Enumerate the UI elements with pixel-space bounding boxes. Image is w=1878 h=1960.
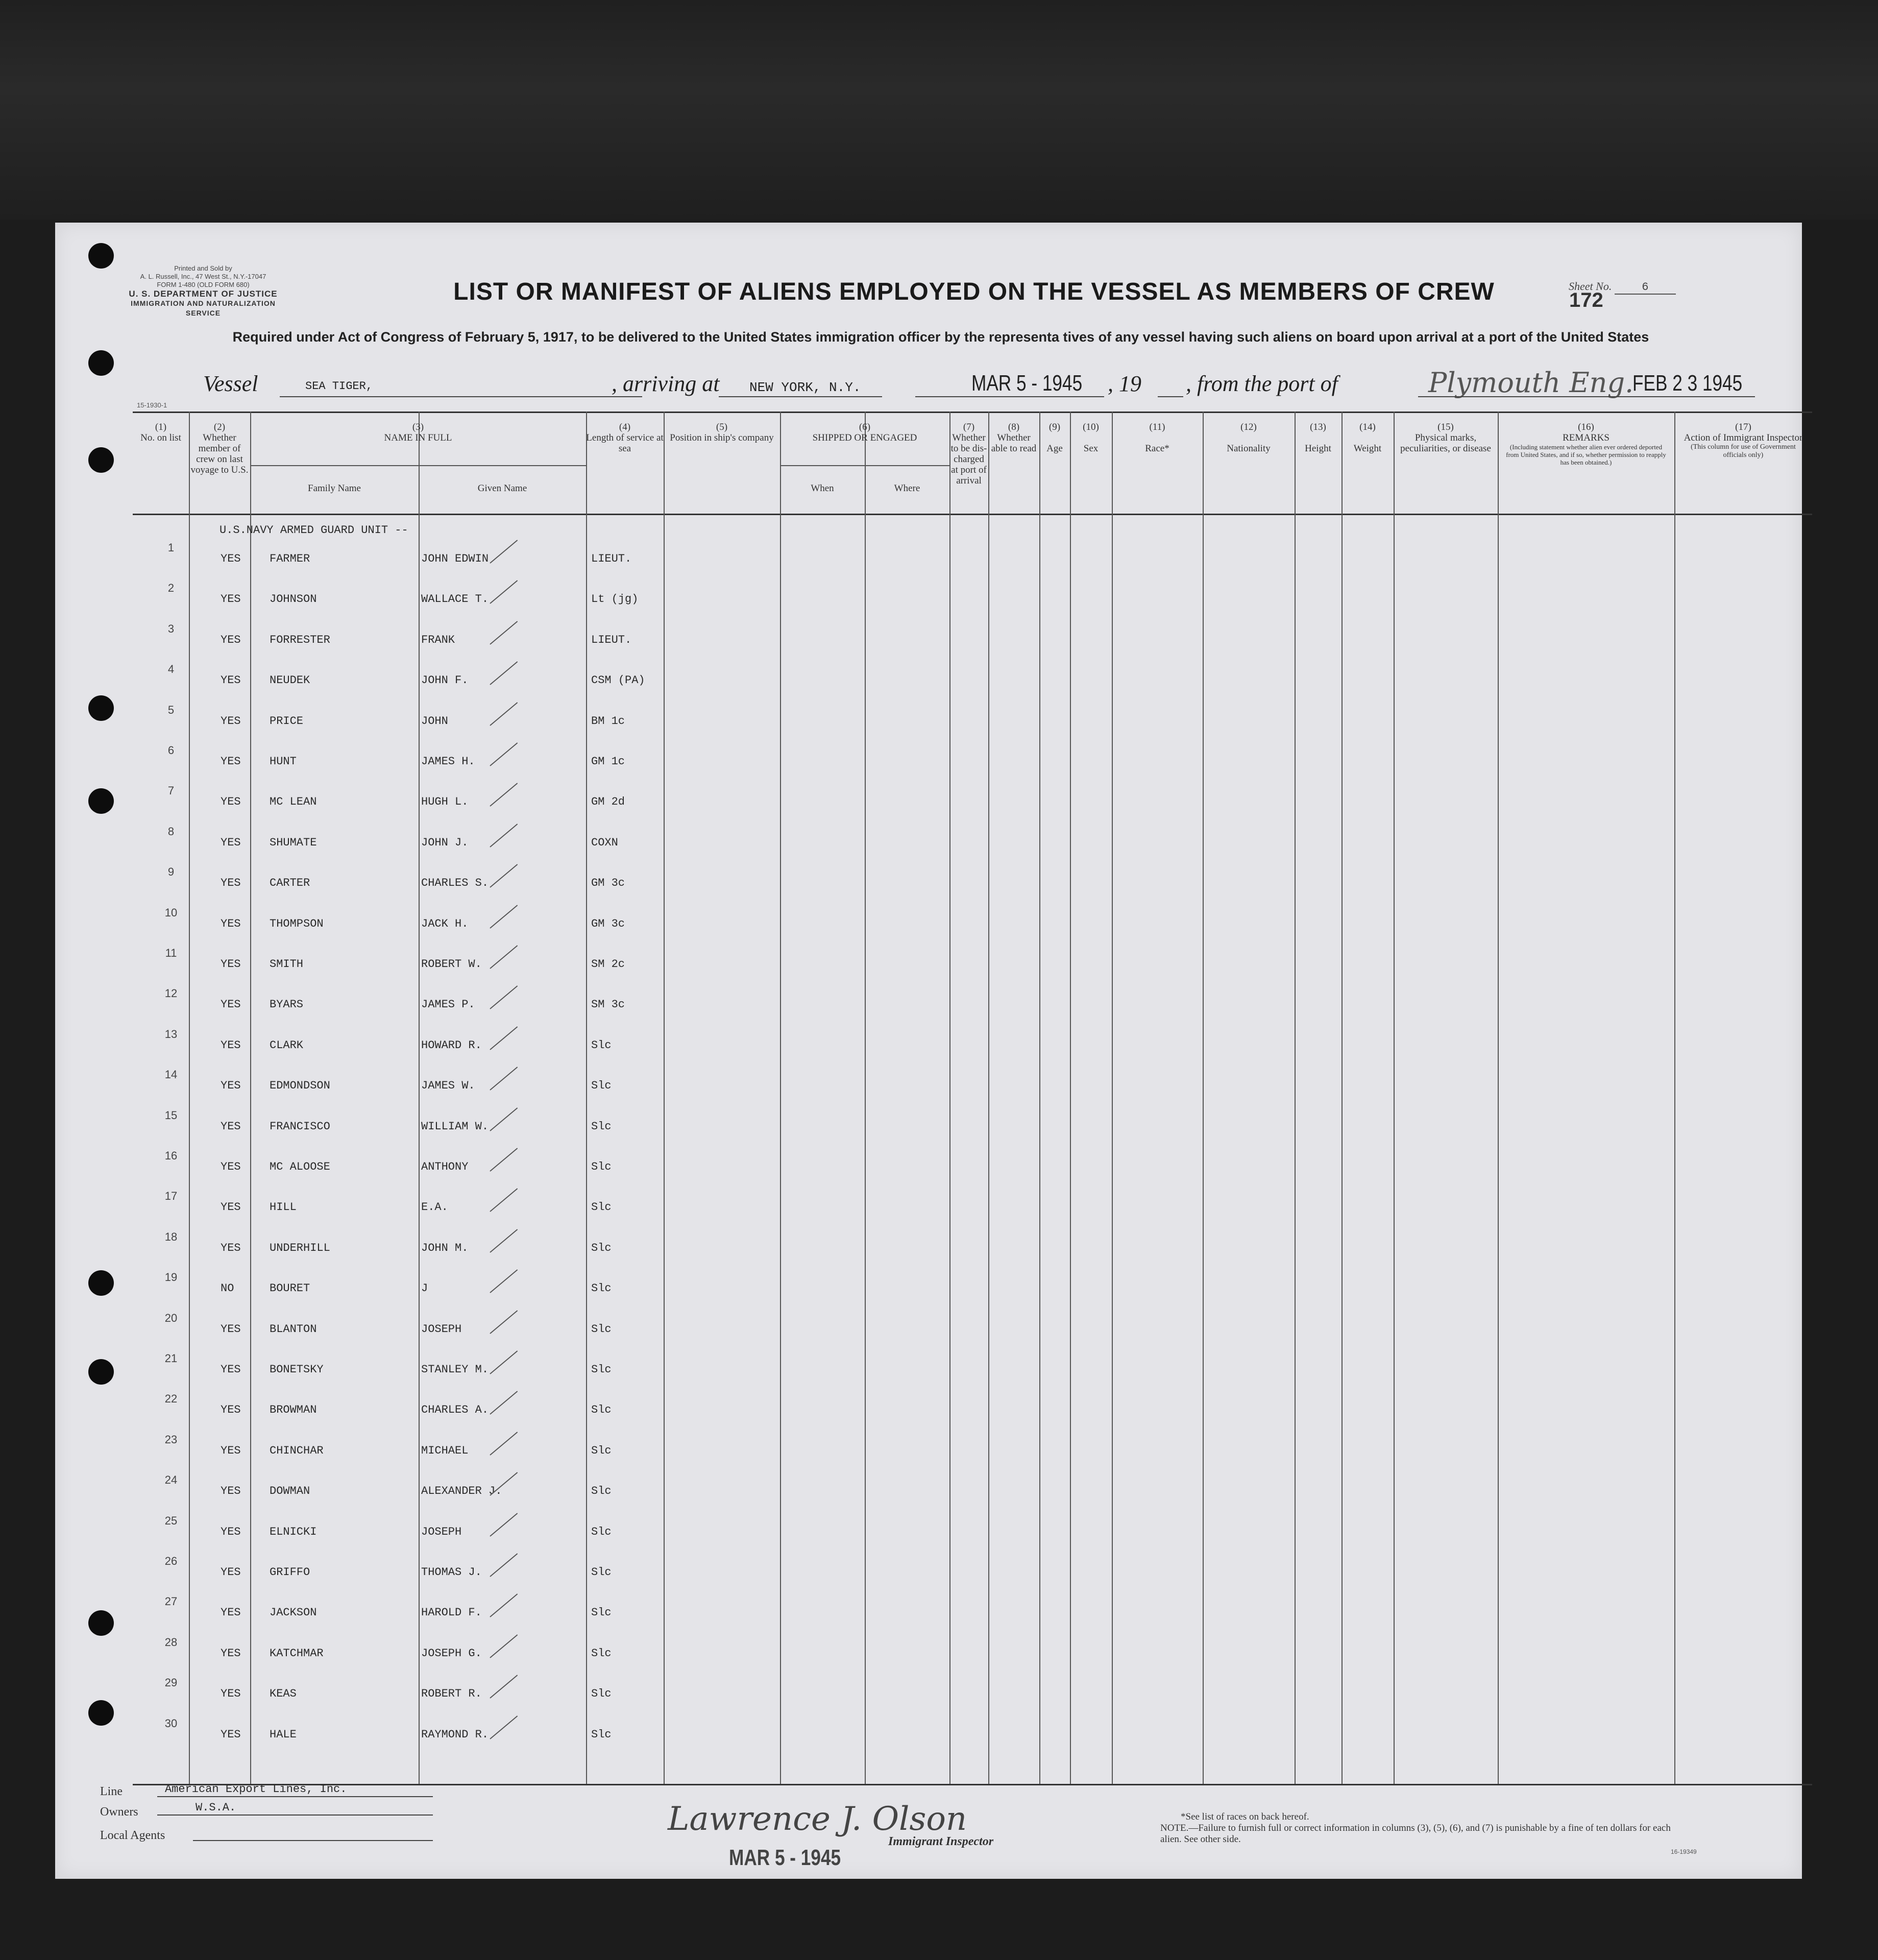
row-number: 20 xyxy=(164,1312,178,1324)
previous-voyage: YES xyxy=(221,1363,241,1376)
given-name: HAROLD F. xyxy=(421,1606,482,1619)
length-of-service: GM 3c xyxy=(591,877,625,889)
col-nationality-header: (12) Nationality xyxy=(1227,422,1271,454)
family-name: CLARK xyxy=(270,1039,304,1052)
given-name: ANTHONY xyxy=(421,1160,469,1173)
check-mark xyxy=(490,1432,518,1456)
row-number: 8 xyxy=(167,825,175,838)
check-mark xyxy=(490,864,518,888)
col-remarks-header: (16) REMARKS (Including statement whether alien ever ordered deported from United States, and if so, whether permission to reapply has been obtained.) xyxy=(1506,422,1666,466)
length-of-service: Slc xyxy=(591,1444,612,1457)
voyage-line xyxy=(203,367,1755,401)
punch-hole xyxy=(88,447,114,473)
check-mark xyxy=(490,1148,518,1172)
stamp-number: 172 xyxy=(1569,289,1603,311)
check-mark xyxy=(490,580,518,604)
year-prefix: , 19 xyxy=(1108,371,1141,396)
given-name: CHARLES S. xyxy=(421,877,489,889)
family-name: BLANTON xyxy=(270,1323,317,1336)
length-of-service: Slc xyxy=(591,1606,612,1619)
family-name: THOMPSON xyxy=(270,917,324,930)
row-number: 25 xyxy=(164,1514,178,1527)
previous-voyage: YES xyxy=(221,1687,241,1700)
given-name: ALEXANDER J. xyxy=(421,1485,502,1497)
length-of-service: Slc xyxy=(591,1160,612,1173)
page-title: LIST OR MANIFEST OF ALIENS EMPLOYED ON THE VESSEL AS MEMBERS OF CREW xyxy=(453,278,1495,305)
owners-value: W.S.A. xyxy=(196,1801,236,1814)
previous-voyage: YES xyxy=(221,1039,241,1052)
previous-voyage: YES xyxy=(221,1201,241,1214)
family-name: ELNICKI xyxy=(270,1526,317,1538)
arriving-port: NEW YORK, N.Y. xyxy=(749,380,861,395)
row-number: 30 xyxy=(164,1717,178,1730)
given-name: THOMAS J. xyxy=(421,1566,482,1579)
family-name: DOWMAN xyxy=(270,1485,310,1497)
col-discharge-header: (7) Whether to be dis-charged at port of arrival xyxy=(950,422,987,486)
check-mark xyxy=(490,1067,518,1091)
printer-line: A. L. Russell, Inc., 47 West St., N.Y.-17047 xyxy=(140,273,266,280)
row-number: 26 xyxy=(164,1555,178,1567)
previous-voyage: YES xyxy=(221,1120,241,1133)
check-mark xyxy=(490,540,518,564)
previous-voyage: YES xyxy=(221,674,241,687)
row-number: 16 xyxy=(164,1149,178,1162)
family-name: FARMER xyxy=(270,552,310,565)
check-mark xyxy=(490,824,518,848)
note-code: 16-19349 xyxy=(1671,1848,1697,1855)
given-name: ROBERT W. xyxy=(421,958,482,971)
length-of-service: BM 1c xyxy=(591,715,625,728)
length-of-service: Slc xyxy=(591,1363,612,1376)
given-name: WALLACE T. xyxy=(421,593,489,606)
row-number: 23 xyxy=(164,1433,178,1446)
family-name: NEUDEK xyxy=(270,674,310,687)
check-mark xyxy=(490,661,518,685)
given-name: JOHN F. xyxy=(421,674,469,687)
line-value: American Export Lines, Inc. xyxy=(165,1783,347,1796)
punch-hole xyxy=(88,1270,114,1296)
punch-hole xyxy=(88,350,114,376)
col-shipped-header: (6) SHIPPED OR ENGAGED xyxy=(812,422,917,443)
length-of-service: LIEUT. xyxy=(591,634,632,646)
length-of-service: Slc xyxy=(591,1120,612,1133)
family-name: BROWMAN xyxy=(270,1404,317,1416)
row-number: 9 xyxy=(167,865,175,878)
row-number: 17 xyxy=(164,1190,178,1202)
previous-voyage: YES xyxy=(221,593,241,606)
check-mark xyxy=(490,1634,518,1658)
given-name: JAMES H. xyxy=(421,755,475,768)
given-name: JOSEPH G. xyxy=(421,1647,482,1660)
row-number: 5 xyxy=(167,704,175,716)
family-name: GRIFFO xyxy=(270,1566,310,1579)
col-physical-header: (15) Physical marks, peculiarities, or disease xyxy=(1400,422,1491,454)
row-number: 24 xyxy=(164,1473,178,1486)
check-mark xyxy=(490,905,518,929)
previous-voyage: YES xyxy=(221,1728,241,1741)
family-name: HALE xyxy=(270,1728,297,1741)
check-mark xyxy=(490,702,518,726)
form-code: 15-1930-1 xyxy=(137,401,167,409)
length-of-service: Lt (jg) xyxy=(591,593,639,606)
check-mark xyxy=(490,1553,518,1577)
given-name: JOHN EDWIN xyxy=(421,552,489,565)
col-no-header: (1) No. on list xyxy=(140,422,181,443)
vessel-label: Vessel xyxy=(203,371,258,396)
family-name: SMITH xyxy=(270,958,304,971)
row-number: 1 xyxy=(167,541,175,554)
length-of-service: Slc xyxy=(591,1647,612,1660)
length-of-service: CSM (PA) xyxy=(591,674,645,687)
sheet-label: Sheet No. xyxy=(1569,280,1612,293)
family-name: BOURET xyxy=(270,1282,310,1295)
family-name: MC ALOOSE xyxy=(270,1160,330,1173)
given-name: JACK H. xyxy=(421,917,469,930)
races-note: *See list of races on back hereof. xyxy=(1181,1811,1309,1822)
previous-voyage: YES xyxy=(221,795,241,808)
length-of-service: Slc xyxy=(591,1526,612,1538)
row-number: 18 xyxy=(164,1230,178,1243)
printer-line: FORM 1-480 (OLD FORM 680) xyxy=(157,281,250,288)
family-name: BONETSKY xyxy=(270,1363,324,1376)
service-name: IMMIGRATION AND NATURALIZATION SERVICE xyxy=(131,299,276,317)
punch-hole xyxy=(88,1700,114,1726)
col-when-header: When xyxy=(811,483,834,494)
previous-voyage: YES xyxy=(221,958,241,971)
signature-date-stamp: MAR 5 - 1945 xyxy=(729,1845,841,1870)
given-name: JOHN M. xyxy=(421,1242,469,1254)
previous-voyage: YES xyxy=(221,1526,241,1538)
arriving-label: , arriving at xyxy=(612,371,720,396)
family-name: MC LEAN xyxy=(270,795,317,808)
length-of-service: Slc xyxy=(591,1242,612,1254)
previous-voyage: YES xyxy=(221,1160,241,1173)
col-service-header: (4) Length of service at sea xyxy=(586,422,664,454)
family-name: SHUMATE xyxy=(270,836,317,849)
length-of-service: Slc xyxy=(591,1323,612,1336)
department-name: U. S. DEPARTMENT OF JUSTICE xyxy=(129,289,278,299)
col-given-header: Given Name xyxy=(477,483,527,494)
previous-voyage: YES xyxy=(221,836,241,849)
given-name: JOHN xyxy=(421,715,448,728)
previous-voyage: NO xyxy=(221,1282,234,1295)
punch-hole xyxy=(88,1610,114,1636)
row-number: 22 xyxy=(164,1392,178,1405)
sheet-value: 6 xyxy=(1615,281,1676,295)
owners-label: Owners xyxy=(100,1805,138,1819)
previous-voyage: YES xyxy=(221,1323,241,1336)
row-number: 28 xyxy=(164,1636,178,1649)
previous-voyage: YES xyxy=(221,1566,241,1579)
family-name: BYARS xyxy=(270,998,304,1011)
row-number: 21 xyxy=(164,1352,178,1365)
length-of-service: GM 3c xyxy=(591,917,625,930)
inspector-signature: Lawrence J. Olson xyxy=(668,1800,967,1838)
length-of-service: COXN xyxy=(591,836,618,849)
family-name: CHINCHAR xyxy=(270,1444,324,1457)
col-weight-header: (14) Weight xyxy=(1353,422,1382,454)
previous-voyage: YES xyxy=(221,1647,241,1660)
col-race-header: (11) Race* xyxy=(1145,422,1169,454)
length-of-service: Slc xyxy=(591,1404,612,1416)
family-name: HUNT xyxy=(270,755,297,768)
row-number: 27 xyxy=(164,1595,178,1608)
length-of-service: Slc xyxy=(591,1485,612,1497)
previous-voyage: YES xyxy=(221,1606,241,1619)
previous-voyage: YES xyxy=(221,1485,241,1497)
family-name: KATCHMAR xyxy=(270,1647,324,1660)
row-number: 19 xyxy=(164,1271,178,1284)
row-number: 2 xyxy=(167,582,175,594)
row-number: 10 xyxy=(164,906,178,919)
length-of-service: Slc xyxy=(591,1079,612,1092)
row-number: 12 xyxy=(164,987,178,1000)
printer-imprint xyxy=(121,264,285,318)
check-mark xyxy=(490,1229,518,1253)
check-mark xyxy=(490,1026,518,1050)
row-number: 3 xyxy=(167,622,175,635)
family-name: FORRESTER xyxy=(270,634,330,646)
from-port-label: , from the port of xyxy=(1186,371,1338,396)
check-mark xyxy=(490,1107,518,1131)
check-mark xyxy=(490,1269,518,1293)
row-number: 6 xyxy=(167,744,175,757)
length-of-service: Slc xyxy=(591,1282,612,1295)
length-of-service: Slc xyxy=(591,1728,612,1741)
length-of-service: Slc xyxy=(591,1566,612,1579)
given-name: HUGH L. xyxy=(421,795,469,808)
length-of-service: Slc xyxy=(591,1039,612,1052)
arrival-date: MAR 5 - 1945 xyxy=(971,371,1083,396)
previous-voyage: YES xyxy=(221,552,241,565)
agents-label: Local Agents xyxy=(100,1829,165,1842)
punch-hole xyxy=(88,1359,114,1385)
col-name-header: (3) NAME IN FULL xyxy=(384,422,452,443)
col-height-header: (13) Height xyxy=(1305,422,1331,454)
row-number: 13 xyxy=(164,1028,178,1041)
departure-date: FEB 2 3 1945 xyxy=(1632,371,1743,396)
given-name: JAMES W. xyxy=(421,1079,475,1092)
family-name: JOHNSON xyxy=(270,593,317,606)
given-name: HOWARD R. xyxy=(421,1039,482,1052)
family-name: UNDERHILL xyxy=(270,1242,330,1254)
previous-voyage: YES xyxy=(221,917,241,930)
col-family-header: Family Name xyxy=(308,483,361,494)
check-mark xyxy=(490,1391,518,1415)
check-mark xyxy=(490,621,518,645)
film-border xyxy=(0,0,1878,220)
check-mark xyxy=(490,1310,518,1334)
length-of-service: SM 3c xyxy=(591,998,625,1011)
check-mark xyxy=(490,1675,518,1699)
punch-hole xyxy=(88,695,114,721)
manifest-page xyxy=(55,223,1802,1879)
vessel-name: SEA TIGER, xyxy=(305,380,373,393)
printer-line: Printed and Sold by xyxy=(174,264,232,272)
previous-voyage: YES xyxy=(221,715,241,728)
length-of-service: SM 2c xyxy=(591,958,625,971)
previous-voyage: YES xyxy=(221,877,241,889)
col-action-header: (17) Action of Immigrant Inspector (This column for use of Government officials only) xyxy=(1684,422,1803,459)
col-read-header: (8) Whether able to read xyxy=(991,422,1037,454)
footnote xyxy=(1160,1811,1686,1845)
inspector-title: Immigrant Inspector xyxy=(888,1835,994,1848)
length-of-service: Slc xyxy=(591,1687,612,1700)
length-of-service: GM 1c xyxy=(591,755,625,768)
row-number: 4 xyxy=(167,663,175,675)
given-name: JOSEPH xyxy=(421,1323,462,1336)
col-age-header: (9) Age xyxy=(1046,422,1063,454)
family-name: PRICE xyxy=(270,715,304,728)
family-name: JACKSON xyxy=(270,1606,317,1619)
previous-voyage: YES xyxy=(221,755,241,768)
given-name: STANLEY M. xyxy=(421,1363,489,1376)
check-mark xyxy=(490,742,518,766)
row-number: 14 xyxy=(164,1068,178,1081)
required-notice: Required under Act of Congress of February 5, 1917, to be delivered to the United States immigration officer by the representa tives of any vessel having such aliens on board upon arrival at a port of the United States xyxy=(232,329,1649,345)
check-mark xyxy=(490,945,518,969)
from-port: Plymouth Eng. xyxy=(1428,367,1634,399)
col-member-header: (2) Whether member of crew on last voyage to U.S. xyxy=(190,422,249,475)
previous-voyage: YES xyxy=(221,1444,241,1457)
check-mark xyxy=(490,1513,518,1537)
fine-note: NOTE.—Failure to furnish full or correct information in columns (3), (5), (6), and (7) is punishable by a fine of ten dollars for each alien. See other side. xyxy=(1160,1823,1671,1845)
col-position-header: (5) Position in ship's company xyxy=(670,422,774,443)
row-number: 11 xyxy=(165,947,177,959)
row-number: 15 xyxy=(164,1109,178,1122)
given-name: JAMES P. xyxy=(421,998,475,1011)
previous-voyage: YES xyxy=(221,1242,241,1254)
length-of-service: GM 2d xyxy=(591,795,625,808)
check-mark xyxy=(490,985,518,1009)
given-name: RAYMOND R. xyxy=(421,1728,489,1741)
family-name: EDMONDSON xyxy=(270,1079,330,1092)
family-name: HILL xyxy=(270,1201,297,1214)
family-name: CARTER xyxy=(270,877,310,889)
check-mark xyxy=(490,1715,518,1739)
previous-voyage: YES xyxy=(221,634,241,646)
given-name: ROBERT R. xyxy=(421,1687,482,1700)
col-where-header: Where xyxy=(894,483,920,494)
family-name: FRANCISCO xyxy=(270,1120,330,1133)
previous-voyage: YES xyxy=(221,998,241,1011)
line-label: Line xyxy=(100,1785,123,1798)
given-name: MICHAEL xyxy=(421,1444,469,1457)
given-name: JOSEPH xyxy=(421,1526,462,1538)
family-name: KEAS xyxy=(270,1687,297,1700)
given-name: J xyxy=(421,1282,428,1295)
col-sex-header: (10) Sex xyxy=(1083,422,1099,454)
unit-heading: U.S.NAVY ARMED GUARD UNIT -- xyxy=(219,524,408,537)
punch-hole xyxy=(88,243,114,269)
given-name: CHARLES A. xyxy=(421,1404,489,1416)
given-name: WILLIAM W. xyxy=(421,1120,489,1133)
punch-hole xyxy=(88,788,114,814)
row-number: 29 xyxy=(164,1676,178,1689)
check-mark xyxy=(490,1188,518,1212)
check-mark xyxy=(490,1350,518,1374)
check-mark xyxy=(490,1472,518,1496)
previous-voyage: YES xyxy=(221,1079,241,1092)
check-mark xyxy=(490,1593,518,1617)
given-name: JOHN J. xyxy=(421,836,469,849)
length-of-service: LIEUT. xyxy=(591,552,632,565)
previous-voyage: YES xyxy=(221,1404,241,1416)
check-mark xyxy=(490,783,518,807)
length-of-service: Slc xyxy=(591,1201,612,1214)
manifest-table xyxy=(133,412,1812,1785)
given-name: E.A. xyxy=(421,1201,448,1214)
given-name: FRANK xyxy=(421,634,455,646)
row-number: 7 xyxy=(167,784,175,797)
